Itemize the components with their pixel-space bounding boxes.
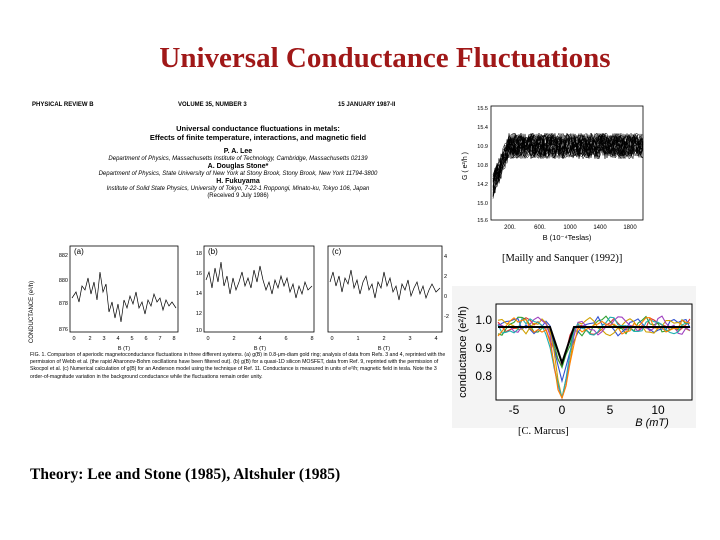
mailly-xtick: 200. (504, 225, 516, 231)
b-xtick: 6 (284, 336, 288, 342)
marcus-xlabel: B (mT) (635, 417, 669, 429)
c-xtick: 0 (330, 336, 334, 342)
fig1-ylabel: CONDUCTANCE (e²/h) (29, 280, 35, 344)
b-ytick: 10 (195, 328, 202, 334)
marcus-ylabel: conductance (e²/h) (457, 306, 469, 398)
paper-title (108, 124, 408, 142)
fig1-caption: FIG. 1. Comparison of aperiodic magnetoconductance fluctuations in three different systems. (a) g(B) in 0.8-μm-diam gold ring; analysis of data from Refs. 3 and 4, reprinted with the permission of Webb et al. (the rapid Aharonov-Bohm oscillations have been filtered out). (b) g(B) for a quasi-1D silicon MOSFET, data from Ref. 9, reprinted with the permission of Skocpol et al. (c) Numerical calculation of g(B) for an Anderson model using the technique of Ref. 11. Conductance is measured in units of e²/h; magnetic field in tesla. Note the 3 order-of-magnitude variation in the background conductance while the fluctuations remain order unity. (30, 352, 446, 380)
journal-name: PHYSICAL REVIEW B (32, 102, 94, 108)
paper-authors (68, 148, 408, 200)
panel-a-label: (a) (74, 247, 84, 256)
marcus-xtick: -5 (508, 403, 520, 417)
c-xlabel: B (T) (377, 346, 391, 352)
panel-a-trace (72, 272, 176, 322)
b-ytick: 18 (195, 251, 202, 257)
panel-b-frame (204, 246, 314, 332)
affiliation-3: Institute of Solid State Physics, University of Tokyo, 7-22-1 Roppongi, Minato-ku, Tokyo 106, Japan (106, 186, 370, 192)
mailly-figure (455, 100, 655, 250)
mailly-ytick: 10.8 (477, 163, 488, 169)
panel-a-frame (70, 246, 178, 332)
b-xtick: 8 (310, 336, 314, 342)
mailly-ytick: 15.6 (477, 218, 488, 224)
a-xtick: 8 (172, 336, 176, 342)
journal-date: 15 JANUARY 1987-II (338, 102, 396, 108)
b-ytick: 16 (195, 271, 202, 277)
c-ytick: -2 (444, 314, 449, 320)
author-2: A. Douglas Stone* (207, 163, 269, 170)
mailly-xlabel: B (10⁻⁴Teslas) (542, 233, 592, 242)
affiliation-1: Department of Physics, Massachusetts Institute of Technology, Cambridge, Massachusetts 02139 (108, 156, 368, 162)
mailly-ytick: 14.2 (477, 182, 488, 188)
a-xtick: 0 (72, 336, 76, 342)
c-ytick: 4 (444, 254, 448, 260)
b-xlabel: B (T) (253, 346, 267, 352)
b-ytick: 12 (195, 311, 202, 317)
c-xtick: 3 (408, 336, 412, 342)
mailly-xtick: 1800 (623, 225, 637, 231)
marcus-xtick: 0 (558, 403, 566, 417)
a-ytick: 876 (58, 327, 68, 333)
a-xlabel: B (T) (117, 346, 131, 352)
c-xtick: 1 (356, 336, 360, 342)
a-xtick: 2 (88, 336, 92, 342)
c-xtick: 4 (434, 336, 438, 342)
marcus-ytick: 0.8 (475, 369, 492, 383)
marcus-ytick: 0.9 (475, 341, 492, 355)
marcus-figure (452, 286, 700, 430)
mailly-ytick: 15.0 (477, 201, 488, 207)
panel-c-trace (330, 270, 440, 300)
marcus-xtick: 10 (651, 403, 665, 417)
panel-c-frame (328, 246, 442, 332)
paper-title-line1: Universal conductance fluctuations in metals: (176, 124, 340, 133)
marcus-xtick: 5 (606, 403, 614, 417)
b-xtick: 2 (232, 336, 236, 342)
a-xtick: 5 (130, 336, 134, 342)
mailly-ytick: 15.4 (477, 125, 488, 131)
marcus-citation: [C. Marcus] (518, 426, 569, 437)
a-ytick: 880 (58, 278, 68, 284)
mailly-ylabel: G ( e²/h ) (462, 151, 469, 181)
affiliation-2: Department of Physics, State University of New York at Stony Brook, Stony Brook, New York 11794-3800 (98, 171, 378, 177)
author-1: P. A. Lee (223, 148, 253, 155)
c-xtick: 2 (382, 336, 386, 342)
paper-title-line2: Effects of finite temperature, interactions, and magnetic field (149, 133, 367, 142)
fig1-panels (28, 242, 452, 352)
paper-excerpt (28, 100, 452, 420)
mailly-ytick: 10.9 (477, 144, 488, 150)
a-ytick: 878 (58, 301, 68, 307)
mailly-xtick: 1400 (593, 225, 607, 231)
mailly-frame (491, 106, 643, 220)
panel-c-label: (c) (332, 247, 342, 256)
mailly-ytick: 15.5 (477, 106, 488, 112)
mailly-xtick: 600. (534, 225, 546, 231)
marcus-ytick: 1.0 (475, 313, 492, 327)
author-3: H. Fukuyama (216, 178, 260, 185)
b-xtick: 4 (258, 336, 262, 342)
received-date: (Received 9 July 1986) (207, 193, 269, 199)
b-ytick: 14 (195, 291, 202, 297)
c-ytick: 0 (444, 294, 448, 300)
slide-title: Universal Conductance Fluctuations (159, 42, 611, 74)
theory-references: Theory: Lee and Stone (1985), Altshuler (1985) (30, 466, 341, 483)
a-xtick: 6 (144, 336, 148, 342)
panel-b-label: (b) (208, 247, 218, 256)
c-ytick: 2 (444, 274, 448, 280)
a-xtick: 4 (116, 336, 120, 342)
panel-b-trace (206, 262, 312, 298)
a-ytick: 882 (58, 253, 68, 259)
a-xtick: 3 (102, 336, 106, 342)
journal-volume: VOLUME 35, NUMBER 3 (178, 102, 247, 108)
a-xtick: 7 (158, 336, 162, 342)
mailly-xtick: 1000 (563, 225, 577, 231)
mailly-citation: [Mailly and Sanquer (1992)] (502, 253, 623, 264)
b-xtick: 0 (206, 336, 210, 342)
